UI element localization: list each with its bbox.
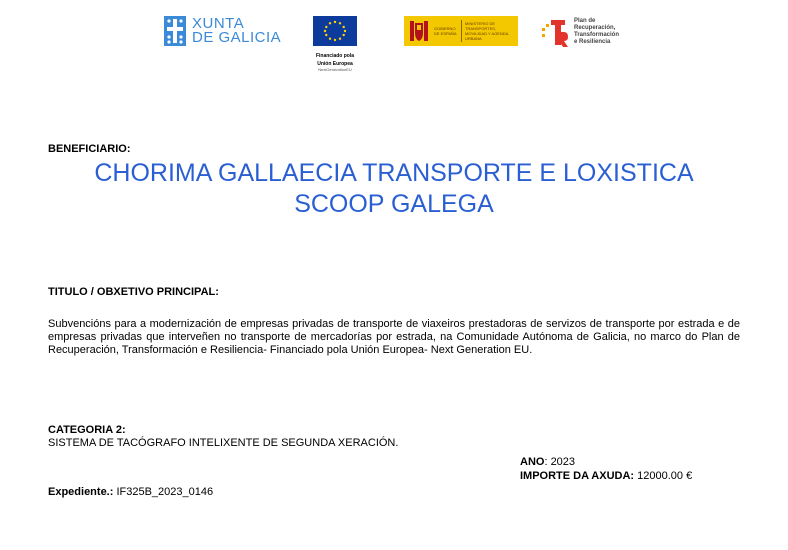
- plan-recuperacion-icon: [540, 16, 570, 48]
- importe-row: [520, 469, 692, 483]
- categoria-label: CATEGORIA 2:: [48, 424, 126, 436]
- coat-of-arms-icon: [408, 19, 430, 43]
- eu-flag-icon: [313, 16, 357, 46]
- gobierno-logo: [404, 16, 518, 46]
- eu-caption2: Unión Europea: [317, 61, 353, 67]
- beneficiario-name-line2: SCOOP GALEGA: [294, 190, 494, 218]
- eu-caption3: NextGenerationEU: [318, 67, 352, 72]
- beneficiario-name-line1: CHORIMA GALLAECIA TRANSPORTE E LOXISTICA: [94, 159, 694, 187]
- plan-line4: e Resiliencia: [574, 39, 611, 45]
- plan-recuperacion-logo: [540, 16, 619, 48]
- xunta-cross-icon: [164, 16, 186, 46]
- ano-value: : 2023: [544, 456, 576, 468]
- expediente-label: Expediente.:: [48, 486, 114, 498]
- importe-label: IMPORTE DA AXUDA:: [520, 470, 635, 482]
- xunta-line1: XUNTA: [192, 15, 245, 32]
- ano-row: [520, 455, 575, 469]
- eu-caption1: Financiado pola: [315, 53, 355, 59]
- plan-line2: Recuperación,: [574, 25, 616, 31]
- plan-line3: Transformación: [574, 32, 620, 38]
- logo-row: [0, 14, 788, 70]
- gobierno-divider: [461, 20, 462, 42]
- categoria-value: SISTEMA DE TACÓGRAFO INTELIXENTE DE SEGUNDA XERACIÓN.: [48, 437, 399, 449]
- gobierno-text: GOBIERNO DE ESPAÑA: [434, 26, 457, 36]
- xunta-line2: DE GALICIA: [192, 29, 282, 46]
- eu-logo: [312, 16, 358, 72]
- ministerio-text: MINISTERIO DE TRANSPORTES, MOVILIDAD Y AGENDA URBANA: [465, 21, 509, 41]
- importe-value: 12000.00 €: [634, 470, 693, 482]
- plan-line1: Plan de: [574, 18, 596, 24]
- titulo-label: TITULO / OBXETIVO PRINCIPAL:: [48, 286, 219, 298]
- ano-label: ANO: [520, 456, 545, 468]
- beneficiario-name: [48, 158, 740, 220]
- expediente-row: [48, 486, 213, 498]
- expediente-value: IF325B_2023_0146: [113, 486, 214, 498]
- xunta-logo: [164, 16, 281, 46]
- titulo-description: Subvencións para a modernización de empresas privadas de transporte de viaxeiros prestadoras de servizos de transporte por estrada e de empresas privadas que interveñen no transporte de mercadorías por estrada, na Comunidade Autónoma de Galicia, no marco do Plan de Recuperación, Transformación e Resiliencia- Financiado pola Unión Europea- Next Generation EU.: [48, 318, 740, 356]
- beneficiario-label: BENEFICIARIO:: [48, 143, 131, 155]
